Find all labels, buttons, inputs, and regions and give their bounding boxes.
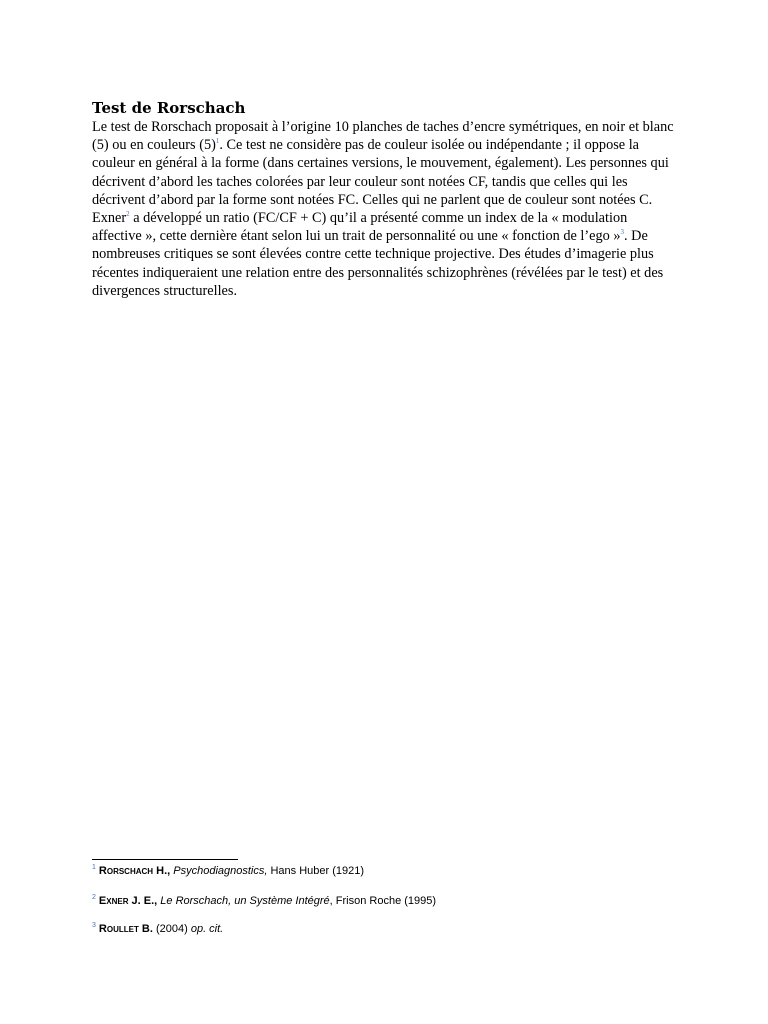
paragraph-part-4: . De nombreuses critiques se sont élevées contre cette technique projective. Des études d’imagerie plus récentes indiqueraient une relation entre des personnalités schizophrènes (révélées par le test) et des divergences structurelles.	[92, 228, 664, 299]
paragraph-part-2: . Ce test ne considère pas de couleur isolée ou indépendante ; il oppose la couleur en général à la forme (dans certaines versions, le mouvement, également). Les personnes qui décrivent d’abord les taches colorées par leur couleur sont notées CF, tandis que celles qui les décrivent d’abord par la forme sont notées FC. Celles qui ne parlent que de couleur sont notées C. Exner	[92, 137, 669, 227]
footnote-rest: Hans Huber (1921)	[267, 865, 365, 877]
footnote-ref-3[interactable]: 3	[620, 228, 625, 237]
footnote-1	[92, 864, 364, 878]
footnote-work: Le Rorschach, un Système Intégré	[160, 895, 330, 907]
footnote-author: Exner J. E.,	[98, 895, 158, 907]
section-title: Test de Rorschach	[92, 99, 246, 117]
footnote-number: 1	[92, 864, 96, 872]
footnote-number: 3	[92, 922, 96, 930]
footnote-work: Psychodiagnostics,	[173, 865, 268, 877]
paragraph-text	[92, 118, 678, 300]
paragraph-part-3: a développé un ratio (FC/CF + C) qu’il a présenté comme un index de la « modulation affective », cette dernière étant selon lui un trait de personnalité ou une « fonction de l’ego »	[92, 210, 628, 245]
footnote-separator	[92, 859, 238, 860]
footnote-3	[92, 922, 223, 936]
footnote-rest: , Frison Roche (1995)	[329, 895, 437, 907]
footnote-author: Roullet B.	[98, 923, 153, 935]
footnote-number: 2	[92, 894, 96, 902]
footnote-ref-2[interactable]: 2	[126, 210, 130, 219]
footnote-mid: (2004)	[152, 923, 191, 935]
footnote-author: Rorschach H.,	[98, 865, 171, 877]
footnote-ref-1[interactable]: 1	[215, 137, 220, 146]
footnote-work: op. cit.	[190, 923, 224, 935]
footnote-2	[92, 894, 436, 908]
body-paragraph	[92, 118, 678, 300]
paragraph-part-1: Le test de Rorschach proposait à l’origine 10 planches de taches d’encre symétriques, en noir et blanc (5) ou en couleurs (5)	[92, 119, 674, 154]
